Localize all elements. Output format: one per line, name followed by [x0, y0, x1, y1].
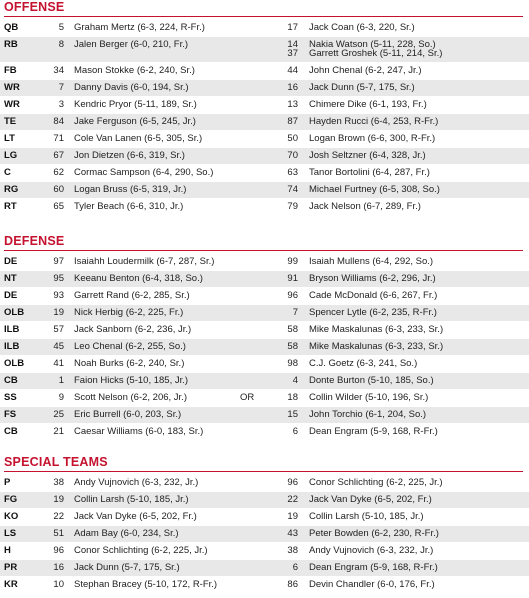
- starter-number: 3: [58, 99, 64, 110]
- position-label: KO: [4, 511, 19, 522]
- backup-number: 44: [287, 65, 298, 76]
- starter-number: 71: [53, 133, 64, 144]
- starter-number: 93: [53, 290, 64, 301]
- position-label: DE: [4, 256, 18, 267]
- table-row: [0, 165, 529, 181]
- backup-number: 50: [287, 133, 298, 144]
- backup-name: Nakia Watson (5-11, 228, So.): [309, 39, 436, 50]
- starter-name: Jack Dunn (5-7, 175, Sr.): [74, 562, 180, 573]
- starter-name: Mason Stokke (6-2, 240, Sr.): [74, 65, 195, 76]
- backup-name: Jack Coan (6-3, 220, Sr.): [309, 22, 415, 33]
- starter-name: Keeanu Benton (6-4, 318, So.): [74, 273, 203, 284]
- starter-name: Eric Burrell (6-0, 203, Sr.): [74, 409, 182, 420]
- backup-name: Collin Larsh (5-10, 185, Jr.): [309, 511, 424, 522]
- starter-name: Faion Hicks (5-10, 185, Jr.): [74, 375, 189, 386]
- backup-number: 70: [287, 150, 298, 161]
- backup-name: Mike Maskalunas (6-3, 233, Sr.): [309, 324, 444, 335]
- backup-name: Collin Wilder (5-10, 196, Sr.): [309, 392, 429, 403]
- backup-name: Spencer Lytle (6-2, 235, R-Fr.): [309, 307, 437, 318]
- starter-name: Caesar Williams (6-0, 183, Sr.): [74, 426, 204, 437]
- starter-number: 25: [53, 409, 64, 420]
- backup-number: 22: [287, 494, 298, 505]
- or-label: OR: [240, 392, 255, 403]
- starter-name: Adam Bay (6-0, 234, Sr.): [74, 528, 179, 539]
- position-label: WR: [4, 99, 20, 110]
- backup-number: 79: [287, 201, 298, 212]
- backup-number: 14: [287, 39, 298, 50]
- table-row: [0, 339, 529, 355]
- table-row: [0, 148, 529, 164]
- backup-name: Tanor Bortolini (6-4, 287, Fr.): [309, 167, 430, 178]
- starter-number: 96: [53, 545, 64, 556]
- backup-name: Dean Engram (5-9, 168, R-Fr.): [309, 426, 438, 437]
- table-row: [0, 199, 529, 215]
- starter-number: 38: [53, 477, 64, 488]
- backup-number: 74: [287, 184, 298, 195]
- table-row: [0, 63, 529, 79]
- starter-number: 21: [53, 426, 64, 437]
- starter-number: 8: [58, 39, 64, 50]
- backup-name: Peter Bowden (6-2, 230, R-Fr.): [309, 528, 439, 539]
- starter-name: Scott Nelson (6-2, 206, Jr.): [74, 392, 187, 403]
- starter-number: 1: [58, 375, 64, 386]
- backup-name: Mike Maskalunas (6-3, 233, Sr.): [309, 341, 444, 352]
- position-label: FB: [4, 65, 17, 76]
- backup-number: 43: [287, 528, 298, 539]
- starter-number: 95: [53, 273, 64, 284]
- starter-number: 97: [53, 256, 64, 267]
- position-label: PR: [4, 562, 18, 573]
- backup-name: John Torchio (6-1, 204, So.): [309, 409, 427, 420]
- position-label: RT: [4, 201, 17, 212]
- backup-number: 87: [287, 116, 298, 127]
- backup-number: 13: [287, 99, 298, 110]
- table-row: [0, 577, 529, 593]
- position-label: H: [4, 545, 11, 556]
- backup-name: Isaiah Mullens (6-4, 292, So.): [309, 256, 434, 267]
- backup-number: 58: [287, 324, 298, 335]
- starter-number: 41: [53, 358, 64, 369]
- position-label: RG: [4, 184, 19, 195]
- backup-number: 96: [287, 290, 298, 301]
- backup-name: Logan Brown (6-6, 300, R-Fr.): [309, 133, 436, 144]
- backup-name: Josh Seltzner (6-4, 328, Jr.): [309, 150, 426, 161]
- position-label: SS: [4, 392, 17, 403]
- backup-number: 19: [287, 511, 298, 522]
- position-label: QB: [4, 22, 19, 33]
- starter-name: Logan Bruss (6-5, 319, Jr.): [74, 184, 187, 195]
- starter-name: Danny Davis (6-0, 194, Sr.): [74, 82, 189, 93]
- starter-name: Leo Chenal (6-2, 255, So.): [74, 341, 186, 352]
- starter-name: Garrett Rand (6-2, 285, Sr.): [74, 290, 190, 301]
- backup-number: 96: [287, 477, 298, 488]
- table-row: [0, 526, 529, 542]
- starter-name: Stephan Bracey (5-10, 172, R-Fr.): [74, 579, 218, 590]
- table-row: [0, 97, 529, 113]
- table-row: [0, 509, 529, 525]
- backup-number: 58: [287, 341, 298, 352]
- table-row: [0, 424, 529, 440]
- table-row: [0, 182, 529, 198]
- starter-name: Jake Ferguson (6-5, 245, Jr.): [74, 116, 196, 127]
- table-row: [0, 254, 529, 270]
- position-label: WR: [4, 82, 20, 93]
- table-row: [0, 543, 529, 559]
- backup-number: 6: [292, 426, 298, 437]
- backup-number: 63: [287, 167, 298, 178]
- table-row: [0, 390, 529, 406]
- backup-number: 99: [287, 256, 298, 267]
- backup-number: 4: [292, 375, 298, 386]
- table-row: [0, 305, 529, 321]
- section-rule: [4, 250, 523, 251]
- backup-name: Michael Furtney (6-5, 308, So.): [309, 184, 440, 195]
- backup-number: 7: [292, 307, 298, 318]
- starter-name: Kendric Pryor (5-11, 189, Sr.): [74, 99, 197, 110]
- starter-number: 51: [53, 528, 64, 539]
- starter-number: 16: [53, 562, 64, 573]
- position-label: ILB: [4, 324, 20, 335]
- table-row: [0, 114, 529, 130]
- table-row: [0, 271, 529, 287]
- backup-name: Hayden Rucci (6-4, 253, R-Fr.): [309, 116, 439, 127]
- backup-name: Chimere Dike (6-1, 193, Fr.): [309, 99, 427, 110]
- section-rule: [4, 16, 523, 17]
- starter-name: Jack Sanborn (6-2, 236, Jr.): [74, 324, 192, 335]
- position-label: P: [4, 477, 11, 488]
- position-label: DE: [4, 290, 18, 301]
- backup-name: Andy Vujnovich (6-3, 232, Jr.): [309, 545, 434, 556]
- table-row: [0, 20, 529, 36]
- starter-number: 62: [53, 167, 64, 178]
- section-title: SPECIAL TEAMS: [4, 455, 108, 469]
- backup-number: 6: [292, 562, 298, 573]
- section-title: OFFENSE: [4, 0, 65, 14]
- starter-name: Isaiahh Loudermilk (6-7, 287, Sr.): [74, 256, 215, 267]
- position-label: CB: [4, 375, 18, 386]
- starter-number: 84: [53, 116, 64, 127]
- position-label: RB: [4, 39, 18, 50]
- starter-number: 34: [53, 65, 64, 76]
- position-label: ILB: [4, 341, 20, 352]
- starter-number: 19: [53, 494, 64, 505]
- position-label: LG: [4, 150, 18, 161]
- starter-name: Cormac Sampson (6-4, 290, So.): [74, 167, 214, 178]
- starter-name: Jalen Berger (6-0, 210, Fr.): [74, 39, 189, 50]
- backup-number: 91: [287, 273, 298, 284]
- backup-name: Conor Schlichting (6-2, 225, Jr.): [309, 477, 443, 488]
- table-row: [0, 288, 529, 304]
- section-title: DEFENSE: [4, 234, 65, 248]
- backup-name: Donte Burton (5-10, 185, So.): [309, 375, 434, 386]
- starter-number: 22: [53, 511, 64, 522]
- starter-name: Graham Mertz (6-3, 224, R-Fr.): [74, 22, 205, 33]
- starter-number: 60: [53, 184, 64, 195]
- position-label: CB: [4, 426, 18, 437]
- starter-number: 67: [53, 150, 64, 161]
- starter-number: 7: [58, 82, 64, 93]
- backup-name: Devin Chandler (6-0, 176, Fr.): [309, 579, 435, 590]
- table-row: [0, 407, 529, 423]
- table-row: [0, 373, 529, 389]
- position-label: OLB: [4, 358, 25, 369]
- backup-name: Garrett Groshek (5-11, 214, Sr.): [309, 48, 443, 59]
- starter-name: Nick Herbig (6-2, 225, Fr.): [74, 307, 184, 318]
- backup-number: 86: [287, 579, 298, 590]
- backup-number: 18: [287, 392, 298, 403]
- position-label: OLB: [4, 307, 25, 318]
- backup-number: 15: [287, 409, 298, 420]
- starter-name: Jon Dietzen (6-6, 319, Sr.): [74, 150, 185, 161]
- position-label: FG: [4, 494, 18, 505]
- table-row: [0, 475, 529, 491]
- starter-number: 65: [53, 201, 64, 212]
- starter-name: Jack Van Dyke (6-5, 202, Fr.): [74, 511, 197, 522]
- position-label: C: [4, 167, 11, 178]
- starter-number: 5: [58, 22, 64, 33]
- backup-number: 37: [287, 48, 298, 59]
- starter-name: Noah Burks (6-2, 240, Sr.): [74, 358, 185, 369]
- table-row: [0, 37, 529, 62]
- table-row: [0, 356, 529, 372]
- table-row: [0, 322, 529, 338]
- backup-name: John Chenal (6-2, 247, Jr.): [309, 65, 422, 76]
- backup-number: 16: [287, 82, 298, 93]
- position-label: LS: [4, 528, 17, 539]
- starter-name: Tyler Beach (6-6, 310, Jr.): [74, 201, 184, 212]
- table-row: [0, 560, 529, 576]
- backup-name: Bryson Williams (6-2, 296, Jr.): [309, 273, 436, 284]
- starter-number: 10: [53, 579, 64, 590]
- starter-number: 57: [53, 324, 64, 335]
- backup-number: 38: [287, 545, 298, 556]
- section-rule: [4, 471, 523, 472]
- starter-name: Andy Vujnovich (6-3, 232, Jr.): [74, 477, 199, 488]
- table-row: [0, 492, 529, 508]
- position-label: NT: [4, 273, 17, 284]
- backup-name: C.J. Goetz (6-3, 241, So.): [309, 358, 418, 369]
- backup-name: Cade McDonald (6-6, 267, Fr.): [309, 290, 438, 301]
- starter-number: 45: [53, 341, 64, 352]
- table-row: [0, 131, 529, 147]
- table-row: [0, 80, 529, 96]
- backup-name: Jack Nelson (6-7, 289, Fr.): [309, 201, 421, 212]
- starter-name: Conor Schlichting (6-2, 225, Jr.): [74, 545, 208, 556]
- backup-number: 17: [287, 22, 298, 33]
- position-label: FS: [4, 409, 17, 420]
- position-label: KR: [4, 579, 18, 590]
- position-label: LT: [4, 133, 15, 144]
- backup-name: Jack Dunn (5-7, 175, Sr.): [309, 82, 415, 93]
- position-label: TE: [4, 116, 17, 127]
- starter-number: 19: [53, 307, 64, 318]
- starter-number: 9: [58, 392, 64, 403]
- backup-number: 98: [287, 358, 298, 369]
- starter-name: Collin Larsh (5-10, 185, Jr.): [74, 494, 189, 505]
- backup-name: Jack Van Dyke (6-5, 202, Fr.): [309, 494, 432, 505]
- backup-name: Dean Engram (5-9, 168, R-Fr.): [309, 562, 438, 573]
- starter-name: Cole Van Lanen (6-5, 305, Sr.): [74, 133, 203, 144]
